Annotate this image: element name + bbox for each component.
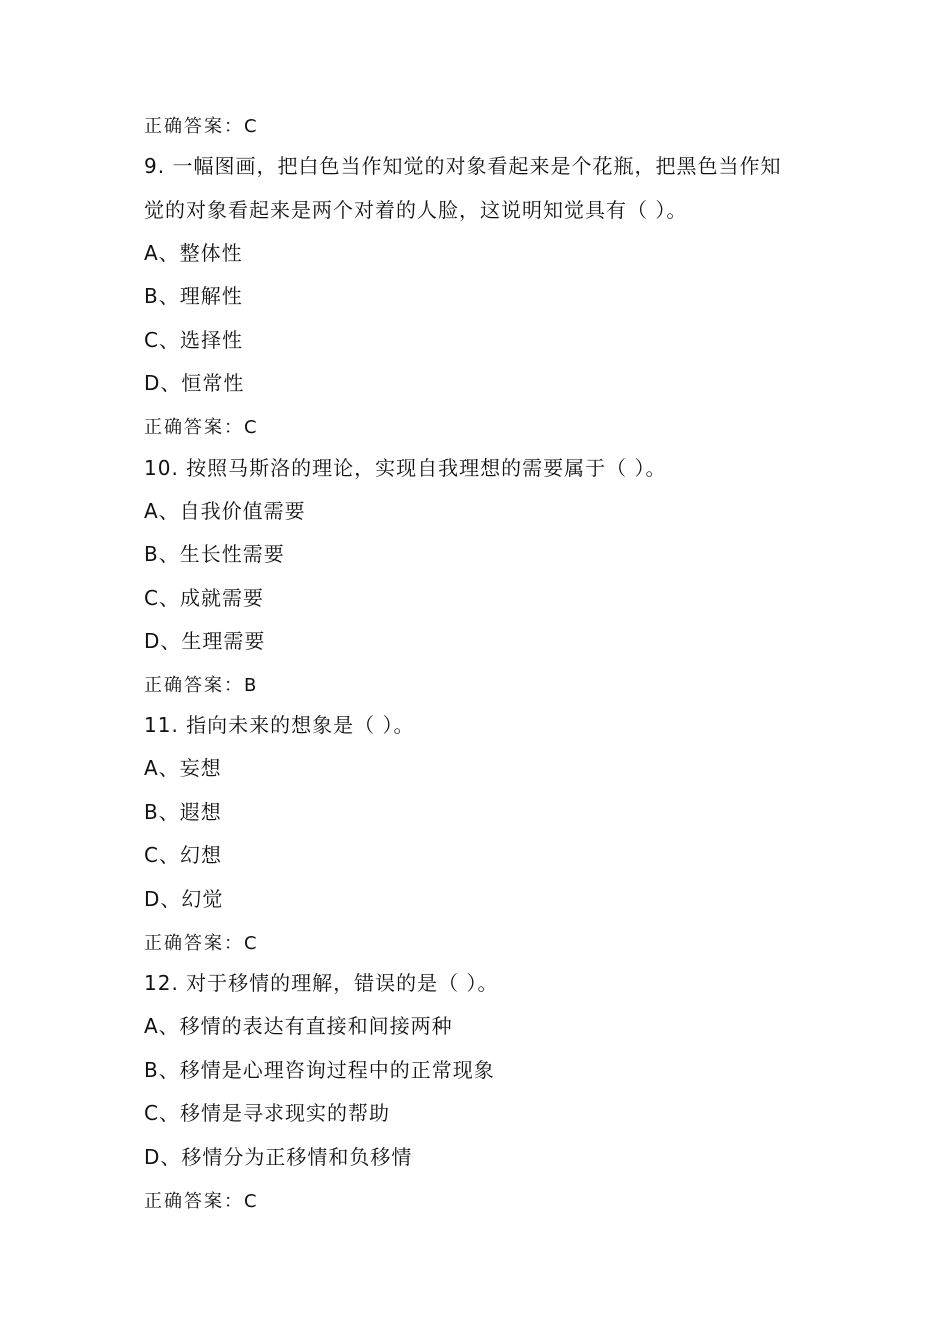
- option-line: A、移情的表达有直接和间接两种: [144, 1014, 453, 1038]
- answer-line: 正确答案：C: [144, 417, 259, 438]
- option-line: D、移情分为正移情和负移情: [144, 1145, 413, 1169]
- option-line: C、移情是寻求现实的帮助: [144, 1101, 390, 1125]
- option-line: C、选择性: [144, 328, 243, 352]
- option-line: A、妄想: [144, 756, 222, 780]
- answer-line: 正确答案：C: [144, 933, 259, 954]
- option-line: B、理解性: [144, 284, 243, 308]
- option-line: C、幻想: [144, 843, 222, 867]
- question-line: 12. 对于移情的理解，错误的是（ ）。: [144, 971, 499, 995]
- answer-line: 正确答案：B: [144, 675, 259, 696]
- question-line: 10. 按照马斯洛的理论，实现自我理想的需要属于（ ）。: [144, 456, 667, 480]
- answer-line: 正确答案：C: [144, 1191, 259, 1212]
- option-line: A、整体性: [144, 241, 243, 265]
- option-line: B、生长性需要: [144, 542, 285, 566]
- question-line: 9. 一幅图画，把白色当作知觉的对象看起来是个花瓶，把黑色当作知: [144, 154, 782, 178]
- question-line: 11. 指向未来的想象是（ ）。: [144, 713, 415, 737]
- option-line: C、成就需要: [144, 586, 264, 610]
- question-line: 觉的对象看起来是两个对着的人脸，这说明知觉具有（ ）。: [144, 198, 688, 222]
- option-line: D、幻觉: [144, 887, 224, 911]
- option-line: B、遐想: [144, 800, 222, 824]
- option-line: A、自我价值需要: [144, 499, 306, 523]
- answer-line: 正确答案：C: [144, 116, 259, 137]
- option-line: D、生理需要: [144, 629, 266, 653]
- option-line: B、移情是心理咨询过程中的正常现象: [144, 1058, 495, 1082]
- option-line: D、恒常性: [144, 371, 245, 395]
